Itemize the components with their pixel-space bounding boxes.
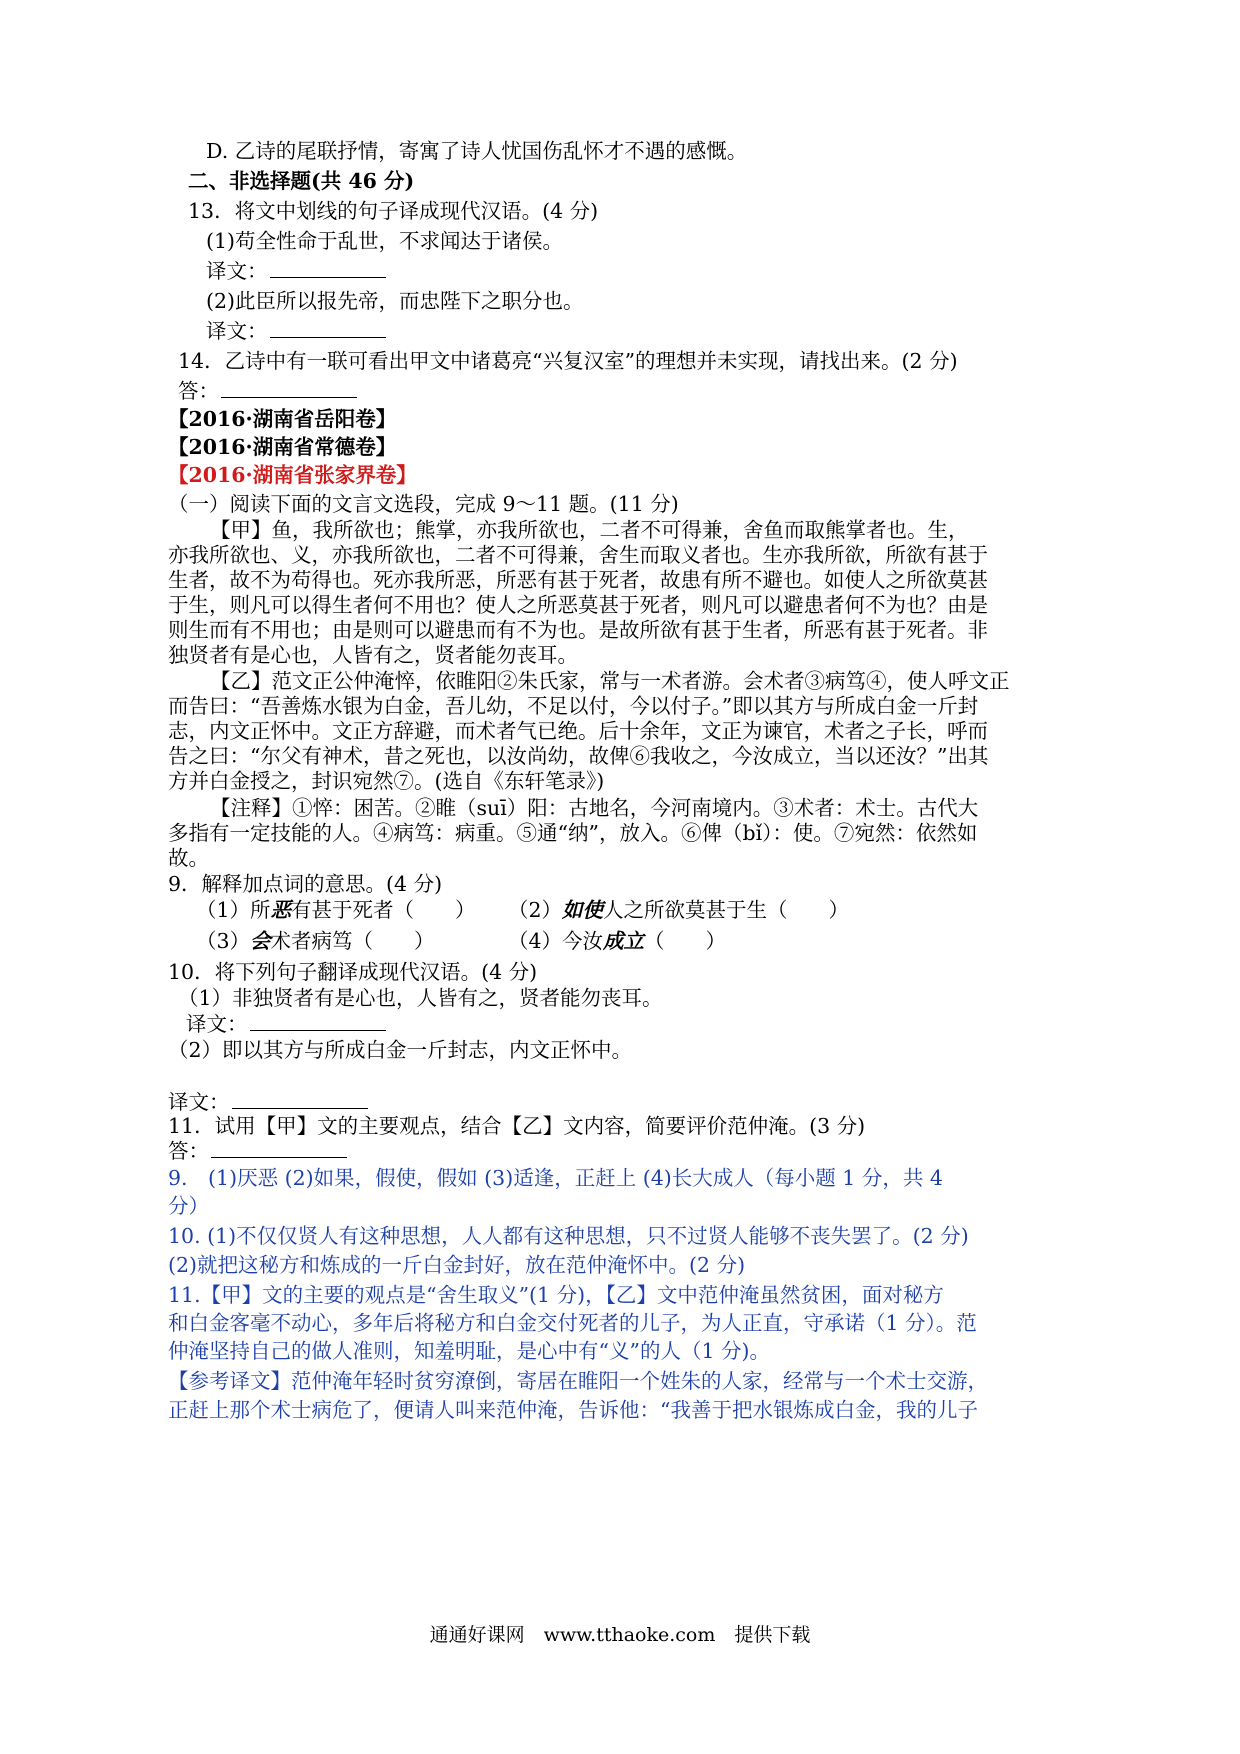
translation-label: 译文： <box>206 259 268 283</box>
reference-translation-line: 正赶上那个术士病危了，便请人叫来范仲淹，告诉他：“我善于把水银炼成白金，我的儿子 <box>168 1398 978 1422</box>
notes-line: 【注释】①悴：困苦。②睢（suī）阳：古地名，今河南境内。③术者：术士。古代大 <box>210 796 979 820</box>
answer-blank <box>250 1010 386 1031</box>
page-footer: 通通好课网 www.tthaoke.com 提供下载 <box>429 1624 811 1646</box>
answer-11-line: 仲淹坚持自己的做人准则，知羞明耻，是心中有“义”的人（1 分)。 <box>168 1339 771 1363</box>
header-zhangjiajie: 【2016·湖南省张家界卷】 <box>168 463 417 487</box>
answer-blank <box>221 377 357 398</box>
reading-intro: （一）阅读下面的文言文选段，完成 9～11 题。(11 分) <box>168 492 679 516</box>
dotted-word: 如使 <box>562 898 604 922</box>
answer-blank <box>211 1137 347 1158</box>
answer-blank <box>270 257 386 278</box>
option-d: D. 乙诗的尾联抒情，寄寓了诗人忧国伤乱怀才不遇的感慨。 <box>206 139 748 163</box>
q13-sentence-2: (2)此臣所以报先帝，而忠陛下之职分也。 <box>206 289 584 313</box>
q9-item-3: （3）会术者病笃（ ） <box>196 929 435 953</box>
passage-jia-line: 则生而有不用也；由是则可以避患而有不为也。是故所欲有甚于生者，所恶有甚于死者。非 <box>168 618 988 642</box>
translation-label: 译文： <box>168 1090 230 1114</box>
dotted-word: 恶 <box>270 898 292 922</box>
answer-blank <box>232 1088 368 1109</box>
passage-jia-line: 独贤者有是心也，人皆有之，贤者能勿丧耳。 <box>168 643 578 667</box>
question-10: 10．将下列句子翻译成现代汉语。(4 分) <box>168 960 538 984</box>
question-13: 13．将文中划线的句子译成现代汉语。(4 分) <box>188 199 599 223</box>
dotted-word: 成立 <box>603 929 645 953</box>
translation-label: 译文： <box>186 1012 248 1036</box>
notes-line: 多指有一定技能的人。④病笃：病重。⑤通“纳”，放入。⑥俾（bǐ）：使。⑦宛然：依然如 <box>168 821 978 845</box>
header-yueyang: 【2016·湖南省岳阳卷】 <box>168 407 397 431</box>
dotted-word: 会 <box>250 929 271 953</box>
answer-11-line: 11.【甲】文的主要的观点是“舍生取义”(1 分)，【乙】文中范仲淹虽然贫困，面对秘方 <box>168 1283 944 1307</box>
q10-sentence-1: （1）非独贤者有是心也，人皆有之，贤者能勿丧耳。 <box>178 986 663 1010</box>
question-14: 14．乙诗中有一联可看出甲文中诸葛亮“兴复汉室”的理想并未实现，请找出来。(2 分) <box>178 349 958 373</box>
q13-translation-2 <box>206 317 386 345</box>
passage-jia-line: 于生，则凡可以得生者何不用也？使人之所恶莫甚于死者，则凡可以避患者何不为也？由是 <box>168 593 988 617</box>
section-heading: 二、非选择题(共 46 分) <box>188 169 415 193</box>
passage-jia-line: 【甲】鱼，我所欲也；熊掌，亦我所欲也，二者不可得兼，舍鱼而取熊掌者也。生， <box>210 518 969 542</box>
answer-9-cont: 分） <box>168 1194 209 1218</box>
passage-jia-line: 亦我所欲也、义，亦我所欲也，二者不可得兼，舍生而取义者也。生亦我所欲，所欲有甚于 <box>168 543 988 567</box>
q10-translation-1 <box>186 1010 386 1038</box>
answer-9: 9. (1)厌恶 (2)如果，假使，假如 (3)适逢，正赶上 (4)长大成人（每小题 1 分，共 4 <box>168 1166 943 1190</box>
answer-10-1: 10. (1)不仅仅贤人有这种思想，人人都有这种思想，只不过贤人能够不丧失罢了。(2 分) <box>168 1224 969 1248</box>
passage-yi-line: 告之曰：“尔父有神术，昔之死也，以汝尚幼，故俾⑥我收之，今汝成立，当以还汝？”出其 <box>168 744 989 768</box>
q13-translation-1 <box>206 257 386 285</box>
passage-yi-line: 【乙】范文正公仲淹悴，依睢阳②朱氏家，常与一术者游。会术者③病笃④，使人呼文正 <box>210 669 1010 693</box>
passage-yi-line: 方并白金授之，封识宛然⑦。(选自《东轩笔录》) <box>168 769 605 793</box>
answer-label: 答： <box>178 379 219 403</box>
question-9: 9．解释加点词的意思。(4 分) <box>168 872 443 896</box>
q9-item-4: （4）今汝成立（ ） <box>508 929 727 953</box>
q13-sentence-1: (1)苟全性命于乱世，不求闻达于诸侯。 <box>206 229 564 253</box>
q11-answer <box>168 1137 347 1165</box>
translation-label: 译文： <box>206 319 268 343</box>
answer-10-2: (2)就把这秘方和炼成的一斤白金封好，放在范仲淹怀中。(2 分) <box>168 1253 746 1277</box>
q10-sentence-2: （2）即以其方与所成白金一斤封志，内文正怀中。 <box>168 1038 633 1062</box>
passage-jia-line: 生者，故不为苟得也。死亦我所恶，所恶有甚于死者，故患有所不避也。如使人之所欲莫甚 <box>168 568 988 592</box>
reference-translation-line: 【参考译文】范仲淹年轻时贫穷潦倒，寄居在睢阳一个姓朱的人家，经常与一个术士交游， <box>168 1369 988 1393</box>
answer-blank <box>270 317 386 338</box>
passage-yi-line: 而告曰：“吾善炼水银为白金，吾儿幼，不足以付，今以付子。”即以其方与所成白金一斤封 <box>168 694 979 718</box>
header-changde: 【2016·湖南省常德卷】 <box>168 435 397 459</box>
passage-yi-line: 志，内文正怀中。文正方辞避，而术者气已绝。后十余年，文正为谏官，术者之子长，呼而 <box>168 719 988 743</box>
question-11: 11．试用【甲】文的主要观点，结合【乙】文内容，简要评价范仲淹。(3 分) <box>168 1114 866 1138</box>
q9-item-2: （2）如使人之所欲莫甚于生（ ） <box>508 898 850 922</box>
notes-line: 故。 <box>168 846 209 870</box>
q9-item-1: （1）所恶有甚于死者（ ） <box>196 898 476 922</box>
q14-answer <box>178 377 357 405</box>
answer-label: 答： <box>168 1139 209 1163</box>
answer-11-line: 和白金客毫不动心，多年后将秘方和白金交付死者的儿子，为人正直，守承诺（1 分）。范 <box>168 1311 977 1335</box>
